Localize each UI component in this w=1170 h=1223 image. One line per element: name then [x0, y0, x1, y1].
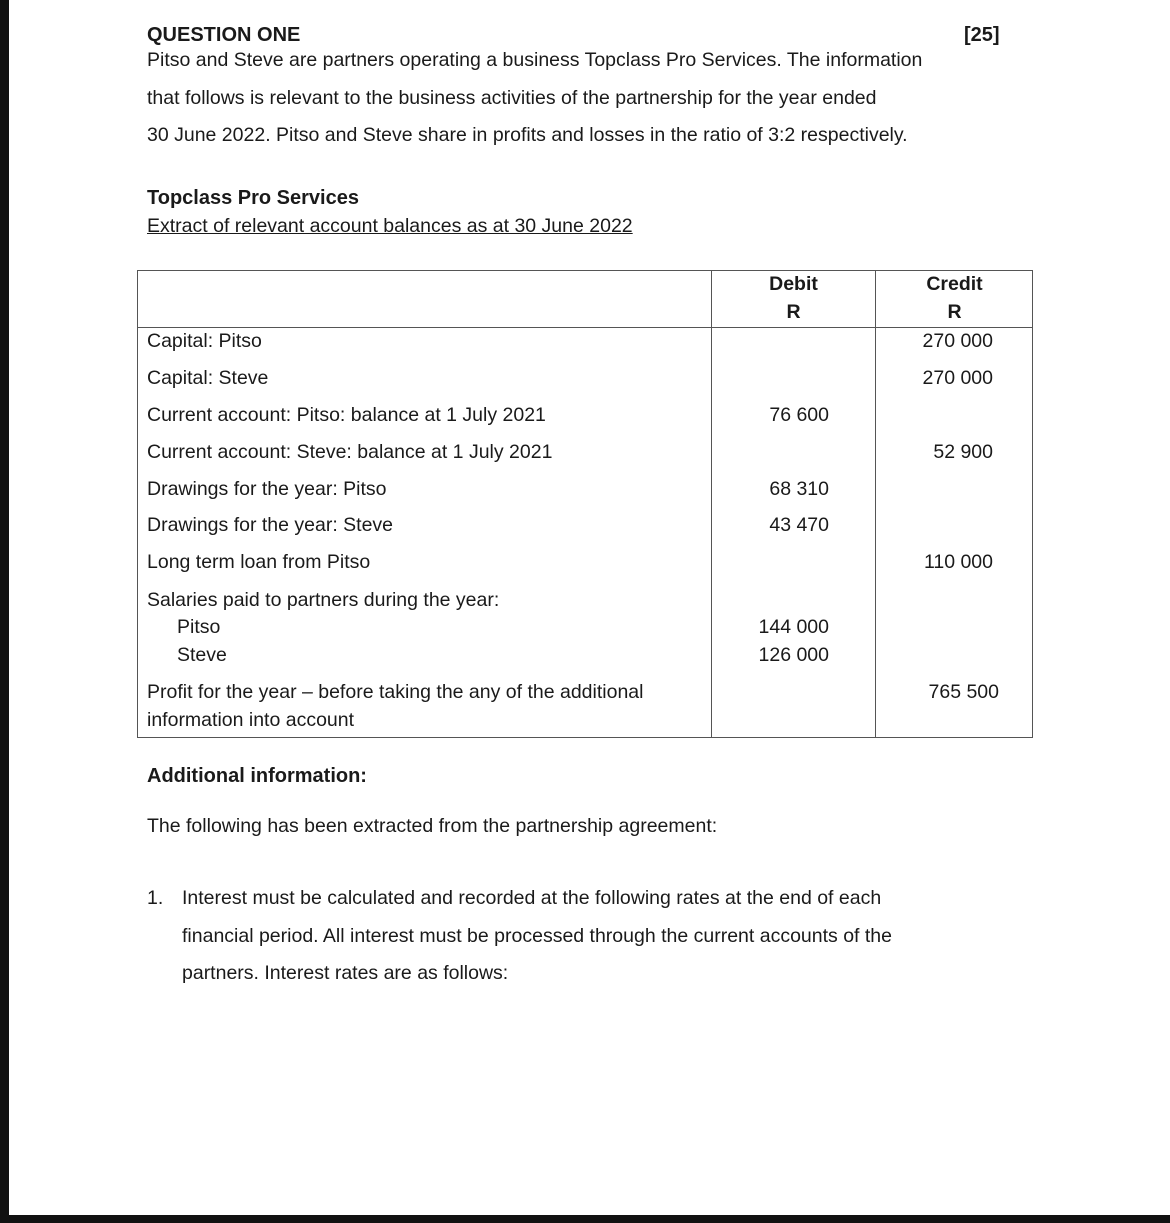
extract-title: Extract of relevant account balances as at 30 June 2022: [147, 215, 633, 237]
table-row-label: Drawings for the year: Pitso: [147, 478, 387, 500]
extracted-text: The following has been extracted from the partnership agreement:: [147, 815, 718, 837]
debit-header: Debit: [769, 273, 818, 295]
debit-currency: R: [786, 301, 801, 323]
table-row-label: Capital: Steve: [147, 367, 269, 389]
document-page: [9, 0, 1170, 1215]
list-item-number: 1.: [147, 887, 164, 909]
table-row-label: Steve: [177, 644, 227, 666]
table-header-divider: [137, 327, 1033, 328]
table-row-credit: 270 000: [922, 330, 993, 352]
table-row-debit: 76 600: [769, 404, 829, 426]
business-name: Topclass Pro Services: [147, 187, 359, 209]
table-row-credit: 110 000: [923, 551, 993, 573]
intro-line-2: that follows is relevant to the business activities of the partnership for the year ended: [147, 87, 877, 109]
list-item-line-3: partners. Interest rates are as follows:: [182, 962, 509, 984]
table-row-label: Current account: Steve: balance at 1 July 2021: [147, 441, 553, 463]
table-row-label: Salaries paid to partners during the year:: [147, 589, 500, 611]
table-row-debit: 144 000: [758, 616, 829, 638]
table-row-label: Long term loan from Pitso: [147, 551, 371, 573]
table-row-debit: 68 310: [769, 478, 829, 500]
table-row-credit: 52 900: [933, 441, 993, 463]
question-title: QUESTION ONE: [147, 24, 301, 46]
table-divider-credit: [875, 270, 876, 738]
table-row-credit: 270 000: [922, 367, 993, 389]
table-row-label: Profit for the year – before taking the any of the additional: [147, 681, 644, 703]
list-item-line-2: financial period. All interest must be processed through the current accounts of the: [182, 925, 892, 947]
table-row-debit: 43 470: [769, 514, 829, 536]
credit-header: Credit: [926, 273, 983, 295]
additional-heading: Additional information:: [147, 765, 367, 787]
table-row-label: Current account: Pitso: balance at 1 July 2021: [147, 404, 546, 426]
table-divider-debit: [711, 270, 712, 738]
table-row-label: Pitso: [177, 616, 221, 638]
list-item-line-1: Interest must be calculated and recorded at the following rates at the end of each: [182, 887, 882, 909]
intro-line-1: Pitso and Steve are partners operating a business Topclass Pro Services. The information: [147, 49, 923, 71]
table-row-label: Capital: Pitso: [147, 330, 262, 352]
intro-line-3: 30 June 2022. Pitso and Steve share in profits and losses in the ratio of 3:2 respectively.: [147, 124, 908, 146]
table-row-label: information into account: [147, 709, 355, 731]
credit-currency: R: [947, 301, 962, 323]
table-row-debit: 126 000: [758, 644, 829, 666]
question-marks: [25]: [964, 24, 1000, 46]
table-row-credit: 765 500: [928, 681, 999, 703]
table-row-label: Drawings for the year: Steve: [147, 514, 394, 536]
